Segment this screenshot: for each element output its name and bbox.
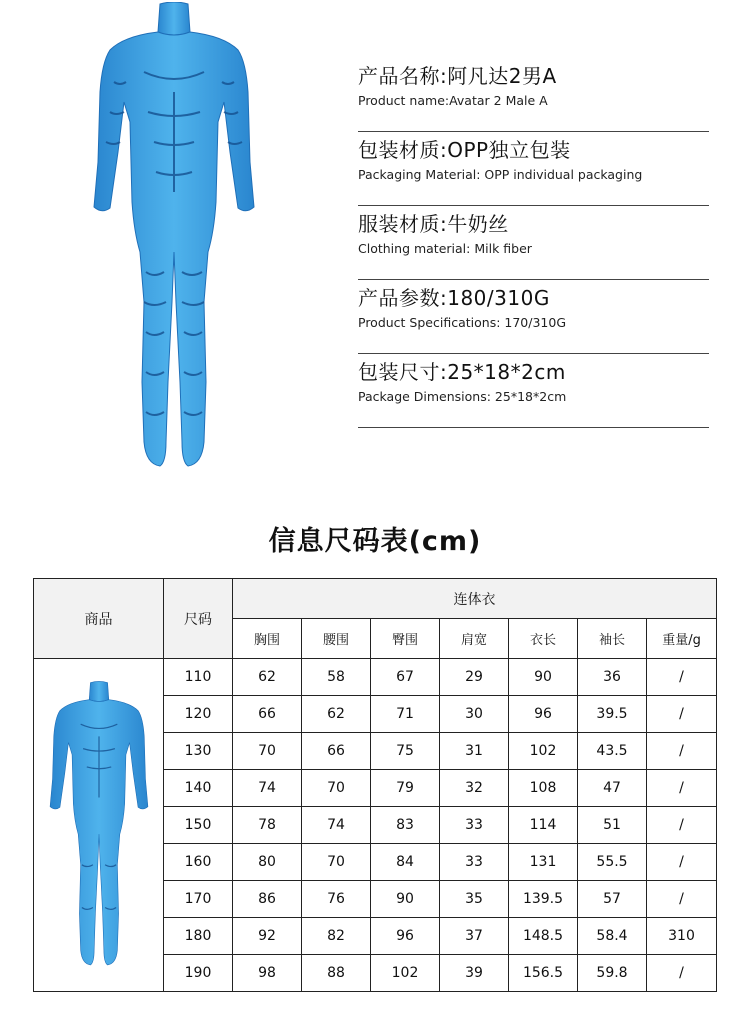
cell-shoulder: 33 [440,844,509,881]
cell-shoulder: 32 [440,770,509,807]
cell-waist: 70 [302,770,371,807]
cell-sleeve: 55.5 [578,844,647,881]
header-hip: 臀围 [371,619,440,659]
cell-weight: / [647,844,717,881]
cell-sleeve: 51 [578,807,647,844]
cell-hip: 79 [371,770,440,807]
spec-label-zh: 服装材质:牛奶丝 [358,212,509,236]
product-image-bodysuit [84,2,264,472]
cell-weight: / [647,733,717,770]
cell-shoulder: 39 [440,955,509,992]
cell-chest: 80 [233,844,302,881]
header-waist: 腰围 [302,619,371,659]
cell-length: 108 [509,770,578,807]
cell-chest: 92 [233,918,302,955]
product-thumbnail [34,659,164,992]
cell-waist: 70 [302,844,371,881]
cell-waist: 88 [302,955,371,992]
bodysuit-thumbnail-icon [44,665,154,985]
spec-label-en: Product name:Avatar 2 Male A [358,93,548,108]
spec-label-zh: 包装材质:OPP独立包装 [358,138,571,162]
cell-size: 180 [164,918,233,955]
cell-waist: 58 [302,659,371,696]
cell-shoulder: 33 [440,807,509,844]
cell-size: 140 [164,770,233,807]
spec-label-en: Packaging Material: OPP individual packaging [358,167,643,182]
cell-hip: 96 [371,918,440,955]
spec-list [358,58,709,428]
cell-shoulder: 30 [440,696,509,733]
cell-length: 156.5 [509,955,578,992]
header-weight: 重量/g [647,619,717,659]
cell-size: 120 [164,696,233,733]
spec-package-dimensions [358,354,709,428]
cell-chest: 70 [233,733,302,770]
size-chart-title: 信息尺码表(cm) [268,526,482,557]
cell-shoulder: 29 [440,659,509,696]
cell-sleeve: 39.5 [578,696,647,733]
cell-size: 110 [164,659,233,696]
cell-shoulder: 35 [440,881,509,918]
cell-sleeve: 57 [578,881,647,918]
cell-hip: 83 [371,807,440,844]
cell-hip: 75 [371,733,440,770]
cell-chest: 98 [233,955,302,992]
spec-label-en: Package Dimensions: 25*18*2cm [358,389,567,404]
cell-sleeve: 43.5 [578,733,647,770]
spec-label-en: Clothing material: Milk fiber [358,241,532,256]
cell-length: 114 [509,807,578,844]
cell-hip: 102 [371,955,440,992]
header-length: 衣长 [509,619,578,659]
spec-label-zh: 产品名称:阿凡达2男A [358,64,557,88]
cell-shoulder: 37 [440,918,509,955]
table-row [34,659,717,696]
cell-sleeve: 59.8 [578,955,647,992]
cell-sleeve: 36 [578,659,647,696]
cell-size: 190 [164,955,233,992]
cell-length: 90 [509,659,578,696]
header-sleeve: 袖长 [578,619,647,659]
cell-weight: / [647,807,717,844]
cell-length: 148.5 [509,918,578,955]
cell-waist: 74 [302,807,371,844]
spec-label-zh: 包装尺寸:25*18*2cm [358,360,566,384]
cell-waist: 66 [302,733,371,770]
cell-size: 160 [164,844,233,881]
cell-size: 150 [164,807,233,844]
cell-length: 96 [509,696,578,733]
cell-hip: 67 [371,659,440,696]
cell-waist: 76 [302,881,371,918]
cell-weight: 310 [647,918,717,955]
spec-clothing-material [358,206,709,280]
header-size: 尺码 [164,579,233,659]
cell-size: 170 [164,881,233,918]
cell-weight: / [647,696,717,733]
spec-label-en: Product Specifications: 170/310G [358,315,567,330]
cell-waist: 62 [302,696,371,733]
spec-label-zh: 产品参数:180/310G [358,286,550,310]
cell-waist: 82 [302,918,371,955]
spec-product-specifications [358,280,709,354]
cell-chest: 78 [233,807,302,844]
cell-chest: 62 [233,659,302,696]
spec-product-name [358,58,709,132]
cell-chest: 66 [233,696,302,733]
cell-hip: 71 [371,696,440,733]
cell-shoulder: 31 [440,733,509,770]
cell-size: 130 [164,733,233,770]
cell-hip: 90 [371,881,440,918]
cell-weight: / [647,770,717,807]
cell-hip: 84 [371,844,440,881]
cell-weight: / [647,659,717,696]
spec-packaging-material [358,132,709,206]
cell-sleeve: 47 [578,770,647,807]
cell-chest: 86 [233,881,302,918]
header-group-bodysuit: 连体衣 [233,579,717,619]
header-shoulder: 肩宽 [440,619,509,659]
cell-length: 139.5 [509,881,578,918]
cell-weight: / [647,955,717,992]
cell-weight: / [647,881,717,918]
header-chest: 胸围 [233,619,302,659]
cell-length: 131 [509,844,578,881]
header-product: 商品 [34,579,164,659]
cell-length: 102 [509,733,578,770]
cell-chest: 74 [233,770,302,807]
size-chart-table [33,578,717,992]
cell-sleeve: 58.4 [578,918,647,955]
